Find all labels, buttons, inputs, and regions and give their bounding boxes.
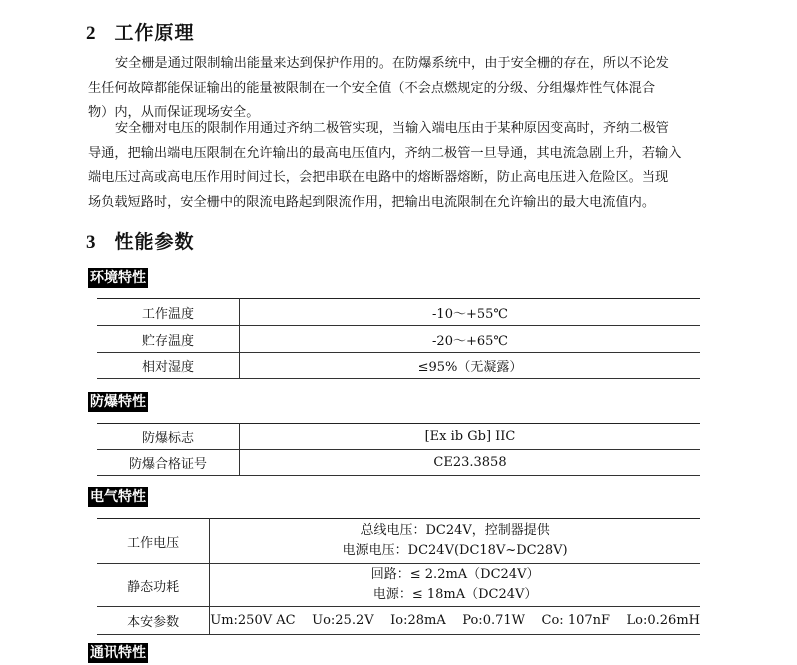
paragraph-line: 端电压过高或高电压作用时间过长，会把串联在电路中的熔断器熔断，防止高电压进入危险区。当现 <box>88 170 669 185</box>
param-name: 本安参数 <box>97 607 210 635</box>
param-name: 防爆标志 <box>97 424 240 450</box>
paragraph-line: 安全栅是通过限制输出能量来达到保护作用的。在防爆系统中，由于安全栅的存在，所以不论发 <box>115 56 669 71</box>
param-value: [Ex ib Gb] IIC <box>240 424 701 450</box>
env-label: 环境特性 <box>90 270 146 286</box>
param-value: CE23.3858 <box>240 450 701 476</box>
explosion-label: 防爆特性 <box>90 394 146 410</box>
param-value: -10～+55℃ <box>240 299 701 326</box>
param-name: 静态功耗 <box>97 564 210 607</box>
section-title: 性能参数 <box>114 231 195 253</box>
table-row <box>97 299 700 326</box>
paragraph-line: 导通，把输出端电压限制在允许输出的最高电压值内，齐纳二极管一旦导通，其电流急剧上升，若输入 <box>88 145 682 161</box>
comm-label: 通讯特性 <box>90 645 146 661</box>
param-name: 工作温度 <box>97 299 240 326</box>
section-title: 工作原理 <box>114 22 195 44</box>
paragraph-line: 场负载短路时，安全栅中的限流电路起到限流作用，把输出电流限制在允许输出的最大电流值内。 <box>88 194 656 210</box>
param-name: 工作电压 <box>97 519 210 564</box>
section-number: 2 <box>86 23 97 44</box>
table-row <box>97 326 700 353</box>
paragraph-line: 物）内，从而保证现场安全。 <box>88 105 260 120</box>
table-row <box>97 519 700 564</box>
param-value-line: 电源电压：DC24V(DC18V~DC28V) <box>342 543 568 558</box>
paragraph-line: 安全栅对电压的限制作用通过齐纳二极管实现，当输入端电压由于某种原因变高时，齐纳二极管 <box>115 121 669 136</box>
table-row <box>97 607 700 635</box>
env-table <box>97 298 700 379</box>
param-value: -20～+65℃ <box>240 326 701 353</box>
param-name: 贮存温度 <box>97 326 240 353</box>
table-row <box>97 353 700 379</box>
table-row <box>97 450 700 476</box>
electrical-table <box>97 518 700 635</box>
section-2-heading <box>86 18 195 45</box>
param-value-line: 总线电压：DC24V，控制器提供 <box>360 523 550 538</box>
paragraph-1 <box>88 52 710 126</box>
explosion-table <box>97 423 700 476</box>
param-value: Um:250V AC Uo:25.2V Io:28mA Po:0.71W Co: 107nF Lo:0.26mH <box>210 607 700 635</box>
paragraph-2 <box>88 117 710 215</box>
param-value <box>210 519 700 564</box>
param-name: 防爆合格证号 <box>97 450 240 476</box>
param-value <box>210 564 700 607</box>
paragraph-line: 生任何故障都能保证输出的能量被限制在一个安全值（不会点燃规定的分级、分组爆炸性气体混合 <box>88 80 656 96</box>
table-row <box>97 564 700 607</box>
param-name: 相对湿度 <box>97 353 240 379</box>
param-value: ≤95%（无凝露） <box>240 353 701 379</box>
param-value-line: 电源：≤ 18mA（DC24V） <box>372 587 538 602</box>
electrical-label: 电气特性 <box>90 489 146 505</box>
table-row <box>97 424 700 450</box>
section-3-heading <box>86 227 195 254</box>
param-value-line: 回路：≤ 2.2mA（DC24V） <box>370 567 540 582</box>
section-number: 3 <box>86 232 97 253</box>
